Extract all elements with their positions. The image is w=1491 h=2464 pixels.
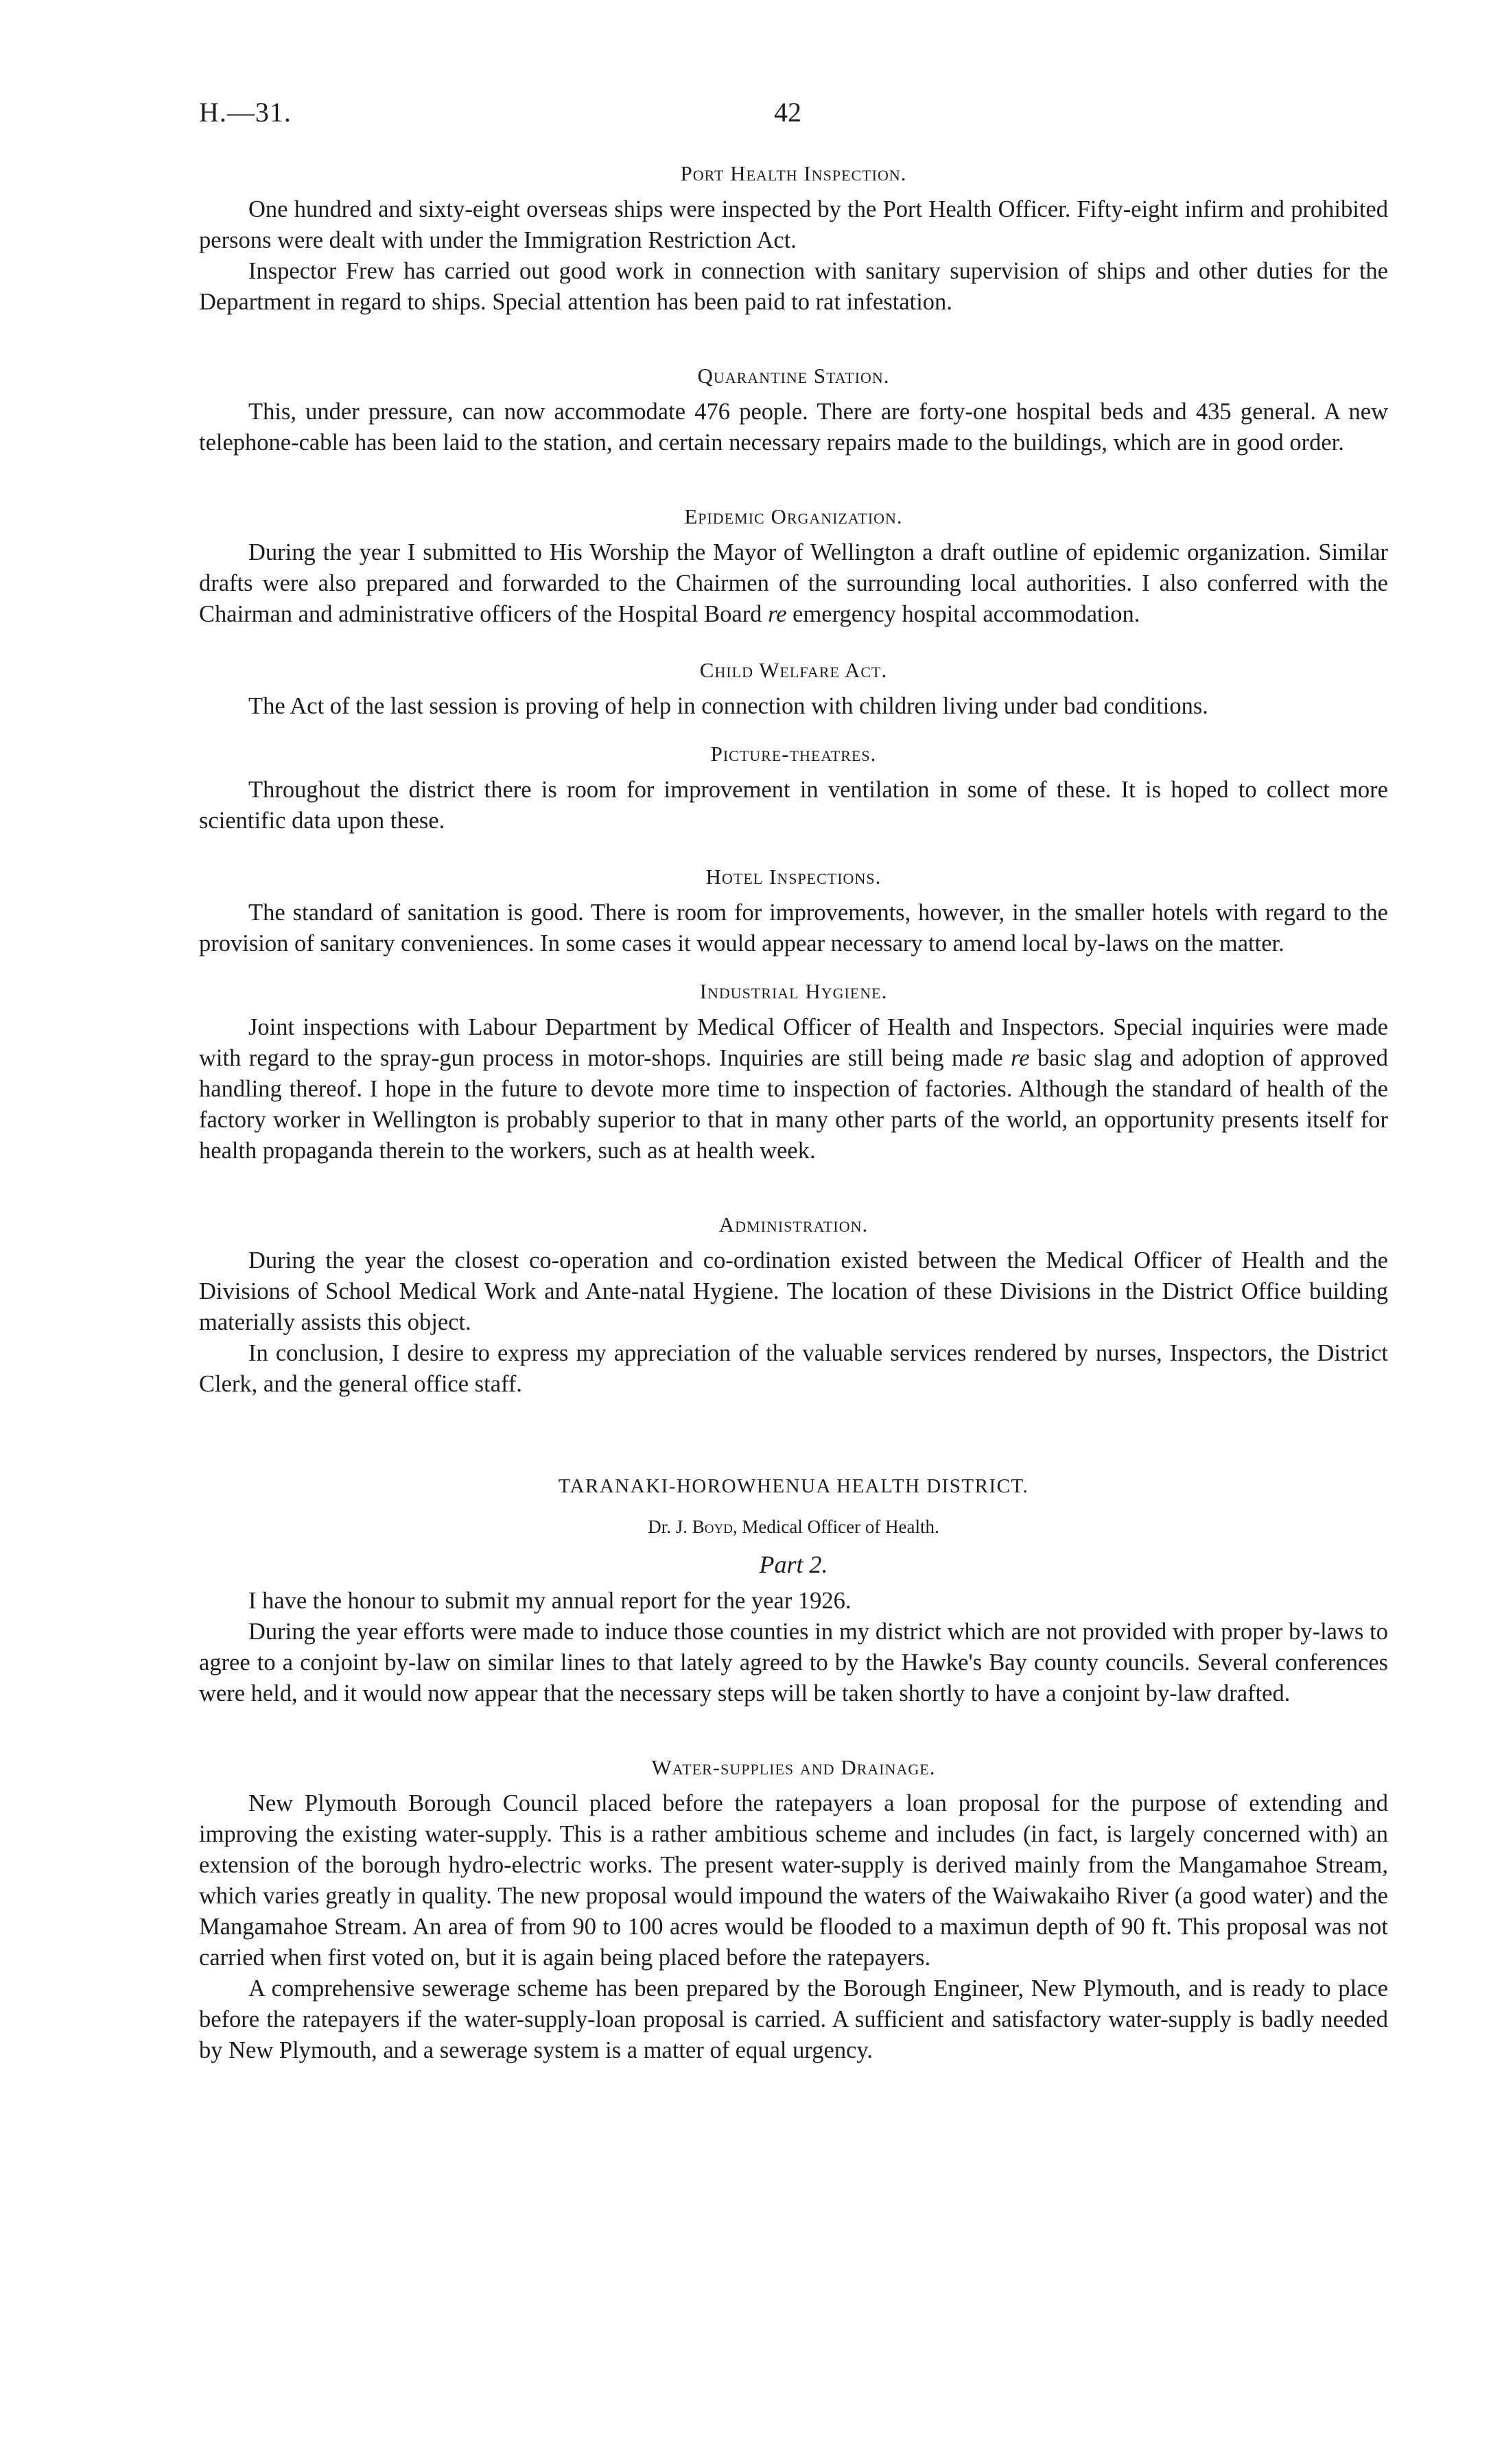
section-water-supplies: [199, 1752, 1388, 2066]
officer-line: [199, 1512, 1388, 1542]
paragraph: During the year efforts were made to induce those counties in my district which are not provided with proper by-laws to agree to a conjoint by-law on similar lines to that lately agreed to by the Hawke's Bay county councils. Several conferences were held, and it would now appear that the necessary steps will be taken shortly to have a conjoint by-law drafted.: [199, 1619, 1388, 1706]
document-reference: H.—31.: [199, 97, 292, 128]
paragraph: [199, 537, 1388, 630]
section-hotel-inspections: [199, 861, 1388, 959]
section-port-health: [199, 158, 1388, 318]
text-run: During the year I submitted to His Worship the Mayor of Wellington a draft outline of epidemic organization. Similar drafts were also prepared and forwarded to the Chairmen of the surrounding local authorities. I also conferred with the Chairman and administrative officers of the Hospital Board: [199, 539, 1388, 627]
section-heading: Epidemic Organization.: [684, 504, 903, 528]
section-administration: [199, 1209, 1388, 1400]
paragraph: [199, 1012, 1388, 1166]
page-number: 42: [774, 97, 801, 128]
paragraph: Inspector Frew has carried out good work in connection with sanitary supervision of ships and other duties for the Department in regard to ships. Special attention has been paid to rat infestation.: [199, 258, 1388, 315]
section-quarantine-station: [199, 360, 1388, 458]
section-taranaki-horowhenua: [199, 1471, 1388, 1709]
section-picture-theatres: [199, 738, 1388, 836]
section-heading: Hotel Inspections.: [705, 865, 882, 889]
district-title: TARANAKI-HOROWHENUA HEALTH DISTRICT.: [558, 1475, 1029, 1497]
paragraph: New Plymouth Borough Council placed before the ratepayers a loan proposal for the purpose of extending and improving the existing water-supply. This is a rather ambitious scheme and includes (in fact, is largely concerned with) an extension of the borough hydro-electric works. The present water-supply is derived mainly from the Mangamahoe Stream, which varies greatly in quality. The new proposal would impound the waters of the Waiwakaiho River (a good water) and the Mangamahoe Stream. An area of from 90 to 100 acres would be flooded to a maximun depth of 90 ft. This proposal was not carried when first voted on, but it is again being placed before the ratepayers.: [199, 1790, 1388, 1971]
officer-suffix: , Medical Officer of Health.: [732, 1516, 939, 1537]
section-industrial-hygiene: [199, 976, 1388, 1166]
officer-name: Boyd: [692, 1516, 733, 1537]
paragraph: The standard of sanitation is good. There is room for improvements, however, in the smaller hotels with regard to the provision of sanitary conveniences. In some cases it would appear necessary to amend local by-laws on the matter.: [199, 900, 1388, 957]
section-epidemic-organization: [199, 501, 1388, 630]
section-heading: Industrial Hygiene.: [699, 979, 888, 1003]
text-run: Joint inspections with Labour Department by Medical Officer of Health and Inspectors. Special inquiries were made with regard to the spray-gun process in motor-shops. Inquiries are still being made: [199, 1014, 1388, 1071]
italic-text: re: [768, 601, 787, 627]
paragraph: This, under pressure, can now accommodate 476 people. There are forty-one hospital beds and 435 general. A new telephone-cable has been laid to the station, and certain necessary repairs made to the buildings, which are in good order.: [199, 399, 1388, 456]
paragraph: I have the honour to submit my annual report for the year 1926.: [248, 1588, 852, 1614]
section-heading: Port Health Inspection.: [680, 161, 907, 185]
section-heading: Picture-theatres.: [710, 742, 877, 766]
page-header: [199, 96, 1388, 137]
paragraph: Throughout the district there is room for improvement in ventilation in some of these. It is hoped to collect more scientific data upon these.: [199, 777, 1388, 834]
paragraph: One hundred and sixty-eight overseas ships were inspected by the Port Health Officer. Fifty-eight infirm and prohibited persons were dealt with under the Immigration Restriction Act.: [199, 196, 1388, 253]
section-heading: Administration.: [718, 1212, 869, 1236]
section-heading: Water-supplies and Drainage.: [651, 1755, 936, 1779]
paragraph: In conclusion, I desire to express my appreciation of the valuable services rendered by nurses, Inspectors, the District Clerk, and the general office staff.: [199, 1340, 1388, 1397]
italic-text: re: [1011, 1045, 1030, 1071]
page-body: [199, 158, 1388, 2066]
paragraph: A comprehensive sewerage scheme has been prepared by the Borough Engineer, New Plymouth, and is ready to place before the ratepayers if the water-supply-loan proposal is carried. A sufficient and satisfactory water-supply is badly needed by New Plymouth, and a sewerage system is a matter of equal urgency.: [199, 1975, 1388, 2063]
paragraph: During the year the closest co-operation and co-ordination existed between the Medical Officer of Health and the Divisions of School Medical Work and Ante-natal Hygiene. The location of these Divisions in the District Office building materially assists this object.: [199, 1247, 1388, 1335]
part-heading: Part 2.: [759, 1551, 828, 1578]
section-child-welfare-act: [199, 655, 1388, 722]
section-heading: Child Welfare Act.: [699, 658, 888, 682]
paragraph: The Act of the last session is proving of help in connection with children living under bad conditions.: [248, 693, 1208, 719]
section-heading: Quarantine Station.: [697, 364, 890, 388]
text-run: emergency hospital accommodation.: [786, 601, 1140, 627]
officer-prefix: Dr. J.: [648, 1516, 692, 1537]
text-run: basic slag and adoption of approved handling thereof. I hope in the future to devote more time to inspection of factories. Although the standard of health of the factory worker in Wellington is probably superior to that in many other parts of the world, an opportunity presents itself for health propaganda therein to the workers, such as at health week.: [199, 1045, 1388, 1164]
